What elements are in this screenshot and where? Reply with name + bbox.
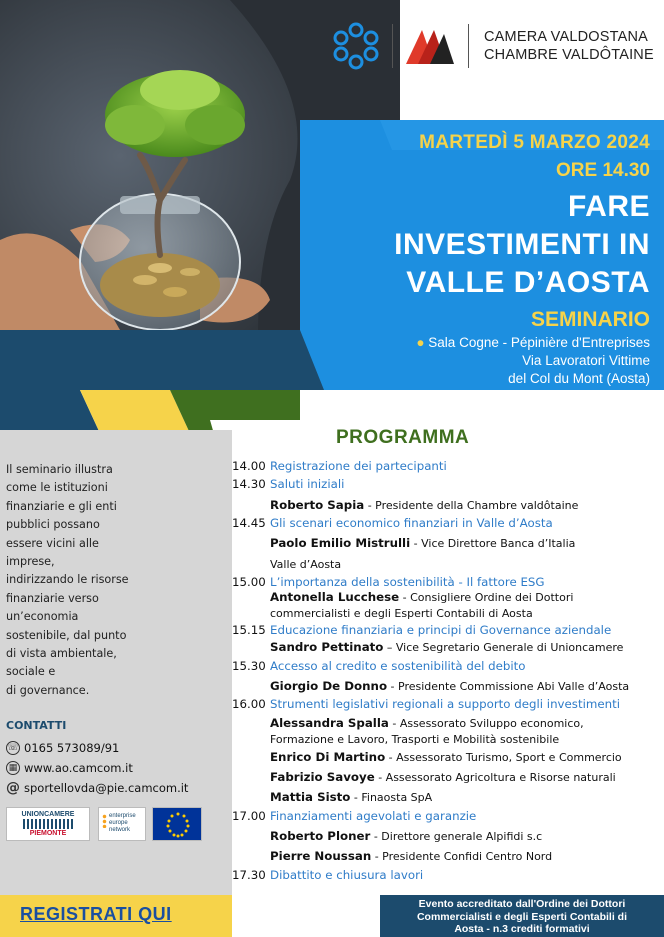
schedule-item bbox=[232, 458, 447, 474]
location-line3: del Col du Mont (Aosta) bbox=[508, 371, 650, 386]
schedule-time: 15.15 bbox=[232, 623, 266, 637]
speaker-name: Mattia Sisto bbox=[270, 790, 351, 804]
schedule-time: 17.00 bbox=[232, 809, 266, 823]
speaker-name: Antonella Lucchese bbox=[270, 590, 400, 604]
intro-line: finanziarie e gli enti bbox=[6, 499, 117, 513]
speaker-role: Valle d’Aosta bbox=[270, 558, 342, 571]
schedule-title: Strumenti legislativi regionali a supporto degli investimenti bbox=[270, 697, 620, 711]
schedule-speaker bbox=[232, 789, 432, 806]
schedule-title: Gli scenari economico finanziari in Valle d’Aosta bbox=[270, 516, 553, 530]
event-time: ORE 14.30 bbox=[556, 160, 650, 181]
schedule-title: Saluti iniziali bbox=[270, 477, 345, 491]
contact-web[interactable]: ▦ www.ao.camcom.it bbox=[6, 761, 133, 775]
speaker-name: Fabrizio Savoye bbox=[270, 770, 375, 784]
event-title-line3: VALLE D’AOSTA bbox=[406, 266, 650, 299]
unioncamere-logo: UNIONCAMERE PIEMONTE bbox=[6, 807, 90, 841]
at-sign-icon: @ bbox=[6, 780, 20, 796]
intro-line: Il seminario illustra bbox=[6, 463, 113, 476]
speaker-name: Enrico Di Martino bbox=[270, 750, 386, 764]
event-panel bbox=[300, 120, 664, 410]
speaker-name: Pierre Noussan bbox=[270, 849, 372, 863]
speaker-role: - Presidente Confidi Centro Nord bbox=[371, 850, 553, 863]
schedule-time: 14.30 bbox=[232, 477, 266, 491]
speaker-role: commercialisti e degli Esperti Contabili di Aosta bbox=[270, 607, 533, 620]
schedule-speaker bbox=[232, 749, 622, 766]
schedule-time: 14.45 bbox=[232, 516, 266, 530]
location-pin-icon: ● bbox=[416, 335, 425, 350]
schedule-speaker bbox=[232, 589, 573, 606]
speaker-role: – Vice Segretario Generale di Unioncamere bbox=[383, 641, 624, 654]
schedule-title: Accesso al credito e sostenibilità del debito bbox=[270, 659, 526, 673]
schedule-time: 17.30 bbox=[232, 868, 266, 882]
partner-logos bbox=[6, 805, 220, 845]
schedule-item bbox=[232, 696, 620, 712]
een-dots-icon bbox=[102, 814, 107, 828]
contacts-title: CONTATTI bbox=[6, 719, 67, 732]
schedule-item bbox=[232, 574, 545, 590]
intro-line: un’economia bbox=[6, 610, 79, 624]
speaker-name: Giorgio De Donno bbox=[270, 679, 388, 693]
event-date: MARTEDÌ 5 MARZO 2024 bbox=[419, 132, 650, 153]
een-logo: enterprise europe network bbox=[98, 807, 146, 841]
schedule-title: Registrazione dei partecipanti bbox=[270, 459, 447, 473]
event-location bbox=[416, 334, 650, 388]
intro-line: finanziarie verso bbox=[6, 591, 99, 605]
speaker-role: - Presidente Commissione Abi Valle d’Aosta bbox=[387, 680, 630, 693]
schedule-time: 15.00 bbox=[232, 575, 266, 589]
schedule-time: 16.00 bbox=[232, 697, 266, 711]
intro-line: pubblici possano bbox=[6, 518, 100, 532]
location-line1: ● Sala Cogne - Pépinière d'Entreprises bbox=[416, 335, 650, 350]
schedule-title: Dibattito e chiusura lavori bbox=[270, 868, 424, 882]
schedule-item bbox=[232, 515, 553, 531]
schedule-title: Finanziamenti agevolati e garanzie bbox=[270, 809, 477, 823]
intro-line: essere vicini alle bbox=[6, 536, 99, 550]
schedule-speaker bbox=[232, 769, 616, 786]
schedule-speaker bbox=[232, 828, 542, 845]
eu-stars-icon bbox=[153, 808, 203, 842]
schedule-speaker bbox=[232, 715, 584, 732]
register-link[interactable]: REGISTRATI QUI bbox=[20, 904, 172, 924]
schedule-speaker bbox=[232, 639, 623, 656]
schedule-item bbox=[232, 808, 476, 824]
speaker-role: Formazione e Lavoro, Trasporti e Mobilità sostenibile bbox=[270, 733, 560, 746]
intro-line: imprese, bbox=[6, 555, 55, 569]
schedule-speaker bbox=[232, 556, 341, 573]
schedule-speaker bbox=[232, 535, 575, 552]
schedule-item bbox=[232, 867, 423, 883]
intro-line: di governance. bbox=[6, 683, 90, 697]
left-column bbox=[0, 455, 232, 937]
schedule-speaker bbox=[232, 497, 578, 514]
chamber-name-it: CAMERA VALDOSTANA bbox=[484, 29, 649, 45]
intro-text bbox=[6, 461, 226, 700]
intro-line: di vista ambientale, bbox=[6, 647, 117, 661]
contact-phone[interactable]: ☏ 0165 573089/91 bbox=[7, 741, 120, 755]
globe-icon: ▦ bbox=[6, 761, 20, 775]
speaker-role: - Assessorato Agricoltura e Risorse naturali bbox=[374, 771, 616, 784]
speaker-name: Sandro Pettinato bbox=[270, 640, 384, 654]
speaker-role: - Finaosta SpA bbox=[350, 791, 433, 804]
register-banner[interactable] bbox=[0, 895, 232, 937]
unioncamere-columns-icon bbox=[23, 819, 73, 829]
speaker-role: - Assessorato Turismo, Sport e Commercio bbox=[385, 751, 622, 764]
schedule-speaker bbox=[232, 731, 559, 748]
event-title-line2: INVESTIMENTI IN bbox=[394, 228, 650, 261]
schedule-item bbox=[232, 658, 526, 674]
decorative-stripes bbox=[0, 390, 664, 455]
schedule-speaker bbox=[232, 605, 533, 622]
intro-line: sociale e bbox=[6, 665, 56, 679]
chamber-name-fr: CHAMBRE VALDÔTAINE bbox=[484, 47, 654, 63]
speaker-role: - Direttore generale Alpifidi s.c bbox=[370, 830, 543, 843]
programma-schedule bbox=[232, 455, 664, 885]
event-type: SEMINARIO bbox=[530, 308, 650, 331]
schedule-item bbox=[232, 476, 344, 492]
programma-title: PROGRAMMA bbox=[336, 427, 470, 448]
schedule-title: Educazione finanziaria e principi di Governance aziendale bbox=[270, 623, 612, 637]
speaker-role: - Vice Direttore Banca d’Italia bbox=[410, 537, 576, 550]
contact-email[interactable]: @ sportellovda@pie.camcom.it bbox=[6, 780, 189, 796]
speaker-role: - Consigliere Ordine dei Dottori bbox=[399, 591, 574, 604]
eu-flag-logo bbox=[152, 807, 202, 841]
speaker-name: Roberto Ploner bbox=[270, 829, 371, 843]
schedule-title: L’importanza della sostenibilità - Il fattore ESG bbox=[270, 575, 545, 589]
speaker-name: Alessandra Spalla bbox=[270, 716, 389, 730]
speaker-name: Roberto Sapia bbox=[270, 498, 365, 512]
schedule-time: 14.00 bbox=[232, 459, 266, 473]
intro-line: indirizzando le risorse bbox=[6, 573, 129, 587]
schedule-speaker bbox=[232, 848, 552, 865]
intro-line: sostenibile, dal punto bbox=[6, 628, 127, 642]
schedule-time: 15.30 bbox=[232, 659, 266, 673]
location-line2: Via Lavoratori Vittime bbox=[522, 353, 650, 368]
accreditation-note: Evento accreditato dall'Ordine dei Dottori Commercialisti e degli Esperti Contabili di Aosta - n.3 crediti formativi bbox=[380, 895, 664, 937]
phone-icon: ☏ bbox=[6, 741, 20, 755]
intro-line: come le istituzioni bbox=[6, 481, 108, 495]
schedule-item bbox=[232, 622, 611, 638]
speaker-role: - Assessorato Sviluppo economico, bbox=[388, 717, 584, 730]
schedule-speaker bbox=[232, 678, 629, 695]
speaker-name: Paolo Emilio Mistrulli bbox=[270, 536, 411, 550]
event-title-line1: FARE bbox=[567, 190, 650, 223]
speaker-role: - Presidente della Chambre valdôtaine bbox=[364, 499, 579, 512]
